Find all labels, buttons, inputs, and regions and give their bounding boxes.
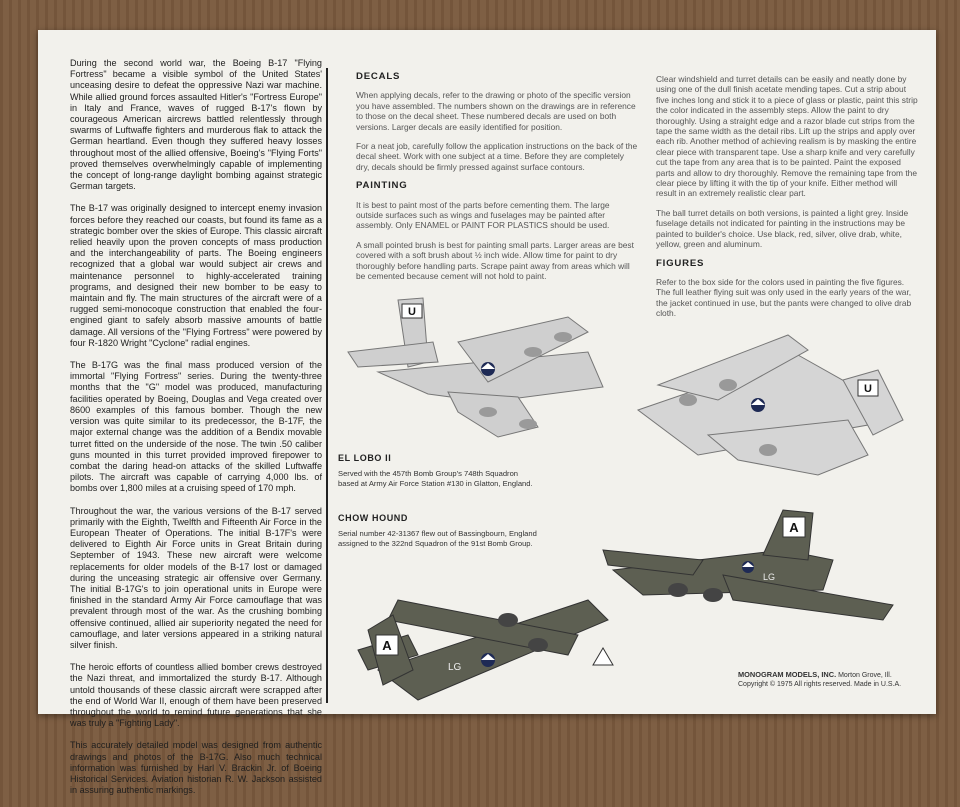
painting-paragraph: It is best to paint most of the parts before cementing them. The large outside surfaces such as wings and fuselages may be painted after assembly. Only ENAMEL or PAINT FOR PLASTICS should be used. (356, 199, 610, 231)
chow-hound-top-view (338, 560, 638, 710)
history-paragraph: Throughout the war, the various versions of the B-17 served primarily with the Eighth, Twelfth and Fifteenth Air Force in the European Theater of Operations. The initial B-17F's were delivered to Eighth Air Force units in Great Britain during September of 1943. These new aircraft were welcome replacements for older models of the B-17 lost or damaged during the unceasing strategic air offensive over Germany. The initial B-17G's to join operational units in Europe were finished in the standard Army Air Force camouflage that was prevalent through most of the war. As the crushing bombing offensive continued, allied air superiority negated the need for camouflage, and later versions appeared in a striking natural silver finish. (70, 505, 322, 650)
el-lobo-title: EL LOBO II (338, 453, 392, 463)
copyright: Copyright © 1975 All rights reserved. Made in U.S.A. (738, 681, 902, 688)
company-location: Morton Grove, Ill. (838, 672, 892, 679)
el-lobo-line: Served with the 457th Bomb Group's 748th Squadron (338, 469, 519, 479)
history-paragraph: The B-17G was the final mass produced version of the immortal "Flying Fortress" series. During the twenty-three months that the "G" model was produced, manufacturing facilities operated by Boeing, Douglas and Vega created over 8600 examples of this famous bomber. Though the new version was quite similar to its predecessor, the B-17F, the major external change was the addition of a Bendix movable turret fitted on the underside of the nose. The twin .50 caliber guns mounted in this turret provided improved firepower to combat the daring head-on attacks of the skilled Luftwaffe pilots. The aircraft was capable of carrying 4,000 lbs. of bombs over 1,800 miles at a cruising speed of 170 mph. (70, 360, 322, 494)
tail-letter: A (789, 520, 799, 535)
decals-paragraph: For a neat job, carefully follow the application instructions on the back of the decal sheet. Work with one subject at a time. Before they are completely dry, decals should be firmly pressed against surface contours. (356, 141, 638, 172)
tail-letter: U (408, 306, 416, 318)
clear-parts-paragraph: Clear windshield and turret details can be easily and neatly done by using one of the dull finish acetate mending tapes. Cut a strip about five inches long and stick it to a piece of glass or plastic, paint this strip the color indicated in the assembly steps. Allow the paint to dry thoroughly. Using a straight edge and a razor blade cut strips from the tape the same width as the detail ribs. Lift up the strips and apply over each rib. Another method of achieving realism is by masking the entire clear piece with transparent tape. Use a sharp knife and very carefully cut the tape from any area that is to be painted. Paint the exposed parts and allow to dry thoroughly. Remove the remaining tape from the clear piece by lifting it with the tip of your knife. Either method will result in an extremely realistic clear part. (656, 74, 918, 199)
figures-heading: FIGURES (656, 257, 705, 269)
chow-hound-caption (338, 514, 618, 548)
tail-letter: A (382, 638, 392, 653)
history-column (70, 58, 322, 807)
history-paragraph: During the second world war, the Boeing B-17 "Flying Fortress" became a visible symbol of the United States' unceasing desire to defeat the oppressive Nazi war machine. While allied ground forces assaulted Hitler's "Fortress Europe" in Italy and France, waves of rugged B-17's flown by courageous American aircrews battled relentlessly through swarms of Luftwaffe fighters and murderous flak to attack the German heartland. Even though they suffered heavy losses throughout most of the allied offensive, Boeing's "Flying Forts" proved themselves overwhelmingly capable of implementing the concept of long-range daylight bombing against strategic German targets. (70, 58, 322, 192)
clear-parts-paragraph: The ball turret details on both versions, is painted a light grey. Inside fuselage details not indicated for painting in the instructions may be painted to builder's choice. Use black, red, silver, olive drab, white, yellow, green and aluminum. (656, 207, 909, 250)
el-lobo-caption (338, 454, 618, 488)
chow-hound-line: Serial number 42-31367 flew out of Bassingbourn, England (338, 529, 537, 539)
fuselage-code: LG (763, 572, 776, 582)
company-name: MONOGRAM MODELS, INC. (738, 670, 837, 679)
painting-heading: PAINTING (356, 180, 408, 192)
el-lobo-top-view (338, 292, 608, 442)
figures-paragraph: Refer to the box side for the colors used in painting the five figures. The full leather flying suit was only used in the early years of the war, the jacket continued in use, but the pants were changed to olive drab cloth. (656, 276, 912, 319)
el-lobo-line: based at Army Air Force Station #130 in Glatton, England. (338, 478, 533, 488)
instruction-sheet (38, 30, 936, 796)
history-paragraph: The heroic efforts of countless allied bomber crews destroyed the Nazi threat, and immortalized the sturdy B-17. Although untold thousands of these classic aircraft were scrapped after the end of World War II, enough of them have been preserved throughout the world to remind future generations that she was truly a "Fighting Lady". (70, 662, 322, 729)
el-lobo-side-view (618, 325, 918, 480)
details-column (656, 74, 918, 328)
tail-letter: U (864, 383, 872, 395)
decals-heading: DECALS (356, 71, 401, 82)
instructions-column (356, 68, 638, 291)
fuselage-code: LG (448, 662, 462, 673)
history-paragraph: The B-17 was originally designed to intercept enemy invasion forces before they reached our coasts, but found its fame as a strategic bomber over the skies of Europe. This classic aircraft relied heavily upon the proven concepts of mass production and the interchangeability of parts. The Boeing engineers recognized that a global war would subject air crews and maintenance personnel to highly-accelerated training programs, and designed their new bomber to be easy to maintain and fly. The main structures of the aircraft were of a rugged semi-monocoque construction that enabled the four-engined giant to safely absorb massive amounts of battle damage. All versions of the "Flying Fortress" were powered by four R-1820 Wright "Cyclone" radial engines. (70, 203, 322, 348)
history-paragraph: This accurately detailed model was designed from authentic drawings and photos of the B-17G. Also much technical information was furnished by Harl V. Brackin Jr. of Boeing Historical Services. Aviation historian R. W. Jackson assisted in assuring authentic markings. (70, 740, 322, 796)
column-divider (326, 68, 328, 703)
decals-paragraph: When applying decals, refer to the drawing or photo of the specific version you have assembled. The numbers shown on the drawings are in reference to those on the decal sheet. These numbered decals are used on both versions. Larger decals are easily identified for position. (356, 90, 636, 132)
painting-paragraph: A small pointed brush is best for painting small parts. Larger areas are best covered with a soft brush about ½ inch wide. Allow time for paint to dry thoroughly before handling parts. Scrape paint away from areas which will be cemented because cement will not hold to paint. (356, 239, 634, 282)
footer (738, 670, 901, 689)
chow-hound-title: CHOW HOUND (338, 513, 408, 523)
chow-hound-line: assigned to the 322nd Squadron of the 91st Bomb Group. (338, 538, 533, 548)
